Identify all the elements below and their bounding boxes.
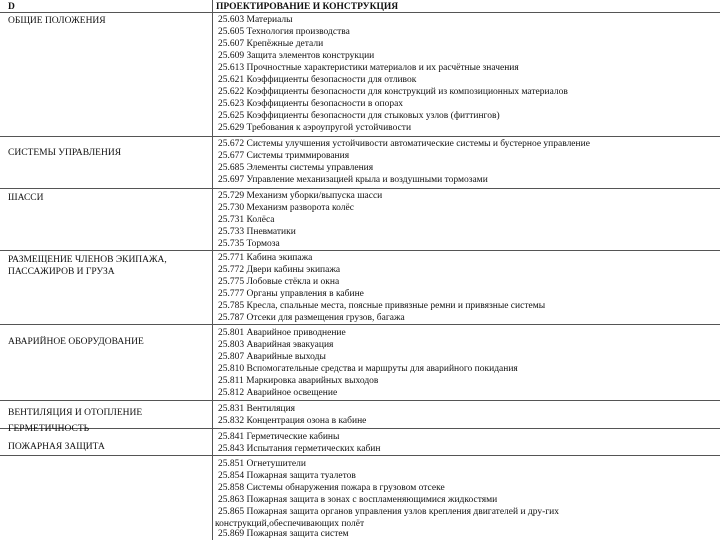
list-item: 25.677 Системы триммирования xyxy=(218,151,350,161)
list-item: 25.623 Коэффициенты безопасности в опорах xyxy=(218,99,404,109)
list-item: 25.811 Маркировка аварийных выходов xyxy=(218,376,379,386)
list-item: 25.812 Аварийное освещение xyxy=(218,388,338,398)
list-item: 25.685 Элементы системы управления xyxy=(218,163,374,173)
row-divider xyxy=(0,455,720,456)
list-item: 25.775 Лобовые стёкла и окна xyxy=(218,277,340,287)
row-divider xyxy=(0,250,720,251)
header-col2: ПРОЕКТИРОВАНИЕ И КОНСТРУКЦИЯ xyxy=(216,2,399,12)
header-col1: D xyxy=(8,2,15,12)
list-item: 25.858 Системы обнаружения пожара в грузовом отсеке xyxy=(218,483,445,493)
list-item: 25.625 Коэффициенты безопасности для стыковых узлов (фиттингов) xyxy=(218,111,500,121)
list-item: 25.851 Огнетушители xyxy=(218,459,306,469)
section-title-pressurization: ГЕРМЕТИЧНОСТЬ xyxy=(8,424,90,434)
section-title-crew-accommodation-2: ПАССАЖИРОВ И ГРУЗА xyxy=(8,267,115,277)
list-item: 25.863 Пожарная защита в зонах с воспламеняющимися жидкостями xyxy=(218,495,498,505)
list-item: 25.729 Механизм уборки/выпуска шасси xyxy=(218,191,383,201)
list-item: 25.603 Материалы xyxy=(218,15,293,25)
list-item: 25.854 Пожарная защита туалетов xyxy=(218,471,356,481)
list-item: 25.730 Механизм разворота колёс xyxy=(218,203,354,213)
list-item: 25.622 Коэффициенты безопасности для конструкций из композиционных материалов xyxy=(218,87,568,97)
list-item: 25.621 Коэффициенты безопасности для отливок xyxy=(218,75,417,85)
section-title-ventilation: ВЕНТИЛЯЦИЯ И ОТОПЛЕНИЕ xyxy=(8,408,143,418)
list-item: 25.785 Кресла, спальные места, поясные привязные ремни и привязные системы xyxy=(218,301,546,311)
list-item: 25.777 Органы управления в кабине xyxy=(218,289,364,299)
list-item: 25.629 Требования к аэроупругой устойчивости xyxy=(218,123,412,133)
section-title-fire-protection: ПОЖАРНАЯ ЗАЩИТА xyxy=(8,442,105,452)
list-item: 25.605 Технология производства xyxy=(218,27,350,37)
list-item: 25.771 Кабина экипажа xyxy=(218,253,313,263)
list-item: 25.613 Прочностные характеристики материалов и их расчётные значения xyxy=(218,63,519,73)
list-item: 25.869 Пожарная защита систем xyxy=(218,529,349,539)
section-title-emergency-equipment: АВАРИЙНОЕ ОБОРУДОВАНИЕ xyxy=(8,337,144,347)
list-item: конструкций,обеспечивающих полёт xyxy=(215,519,365,529)
section-title-landing-gear: ШАССИ xyxy=(8,193,44,203)
row-divider xyxy=(0,136,720,137)
list-item: 25.843 Испытания герметических кабин xyxy=(218,444,381,454)
list-item: 25.672 Системы улучшения устойчивости автоматические системы и бустерное управление xyxy=(218,139,590,149)
list-item: 25.803 Аварийная эвакуация xyxy=(218,340,334,350)
list-item: 25.733 Пневматики xyxy=(218,227,296,237)
list-item: 25.832 Концентрация озона в кабине xyxy=(218,416,367,426)
row-divider xyxy=(0,400,720,401)
list-item: 25.607 Крепёжные детали xyxy=(218,39,324,49)
section-title-control-systems: СИСТЕМЫ УПРАВЛЕНИЯ xyxy=(8,148,122,158)
list-item: 25.731 Колёса xyxy=(218,215,275,225)
list-item: 25.801 Аварийное приводнение xyxy=(218,328,346,338)
list-item: 25.865 Пожарная защита органов управления узлов крепления двигателей и дру-гих xyxy=(218,507,560,517)
list-item: 25.787 Отсеки для размещения грузов, багажа xyxy=(218,313,405,323)
list-item: 25.841 Герметические кабины xyxy=(218,432,340,442)
list-item: 25.697 Управление механизацией крыла и воздушными тормозами xyxy=(218,175,488,185)
list-item: 25.810 Вспомогательные средства и маршруты для аварийного покидания xyxy=(218,364,518,374)
list-item: 25.735 Тормоза xyxy=(218,239,280,249)
row-divider xyxy=(0,428,720,429)
row-divider xyxy=(0,188,720,189)
section-title-general: ОБЩИЕ ПОЛОЖЕНИЯ xyxy=(8,16,106,26)
section-title-crew-accommodation: РАЗМЕЩЕНИЕ ЧЛЕНОВ ЭКИПАЖА, xyxy=(8,255,167,265)
column-divider xyxy=(212,0,213,540)
list-item: 25.807 Аварийные выходы xyxy=(218,352,326,362)
list-item: 25.831 Вентиляция xyxy=(218,404,296,414)
row-divider xyxy=(0,324,720,325)
list-item: 25.609 Защита элементов конструкции xyxy=(218,51,375,61)
list-item: 25.772 Двери кабины экипажа xyxy=(218,265,341,275)
